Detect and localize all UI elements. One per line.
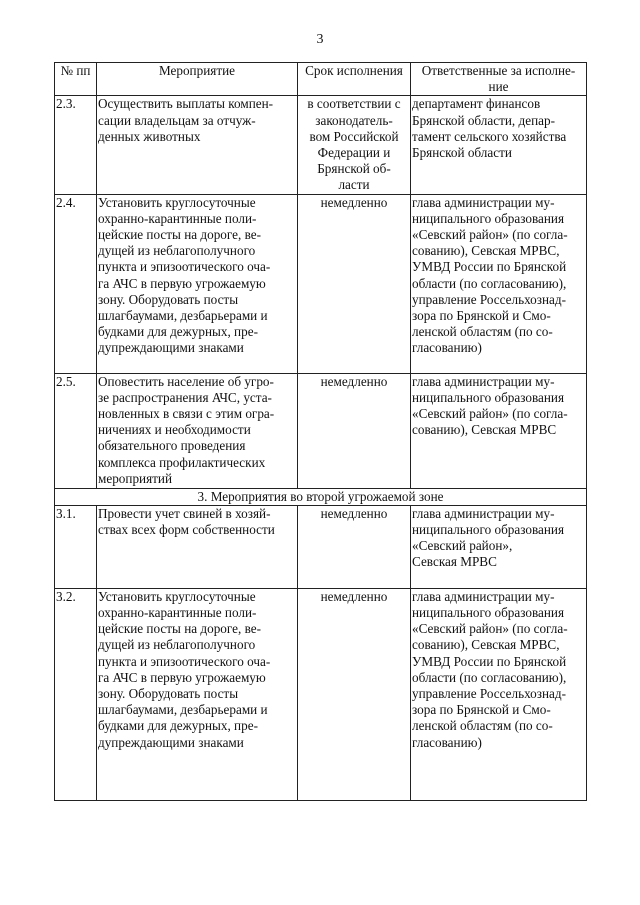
responsible-cell-line: «Севский район» (по согла- — [412, 406, 568, 422]
table-header-row — [55, 63, 587, 96]
responsible-cell-line: Севская МРВС — [412, 554, 497, 570]
activity-cell-line: Провести учет свиней в хозяй- — [98, 505, 271, 521]
term-cell-line: законодатель- — [315, 112, 393, 128]
term-cell-line: вом Российской — [309, 128, 399, 144]
activity-cell-line: дупреждающими знаками — [98, 734, 244, 750]
item-number: 2.3. — [55, 96, 97, 194]
activity-cell-line: Осуществить выплаты компен- — [98, 96, 274, 112]
activity-cell — [97, 96, 298, 194]
term-cell-line: немедленно — [320, 588, 388, 604]
responsible-cell-line: УМВД России по Брянской — [412, 653, 567, 669]
responsible-cell-line: сованию), Севская МРВС, — [412, 637, 560, 653]
activity-cell-line: охранно-карантинные поли- — [98, 210, 257, 226]
term-cell — [298, 373, 411, 488]
responsible-cell — [411, 588, 587, 800]
activity-cell-line: цейские посты на дороге, ве- — [98, 621, 261, 637]
term-cell-line: ласти — [338, 177, 370, 193]
term-cell-line: в соответствии с — [307, 96, 401, 112]
responsible-cell — [411, 373, 587, 488]
activity-cell-line: мероприятий — [98, 470, 173, 486]
section-row — [55, 488, 587, 505]
header-responsible-line: ние — [488, 79, 509, 95]
table-row — [55, 194, 587, 373]
responsible-cell — [411, 505, 587, 588]
term-cell — [298, 505, 411, 588]
responsible-cell-line: ниципального образования — [412, 605, 565, 621]
section-title: 3. Мероприятия во второй угрожаемой зоне — [55, 488, 587, 505]
item-number: 2.4. — [55, 194, 97, 373]
activity-cell — [97, 588, 298, 800]
header-num: № пп — [55, 63, 97, 96]
item-number: 3.1. — [55, 505, 97, 588]
activity-cell-line: Установить круглосуточные — [98, 588, 256, 604]
term-cell-line: Брянской об- — [317, 161, 391, 177]
table-row — [55, 373, 587, 488]
activity-cell-line: денных животных — [98, 128, 201, 144]
header-responsible-line: Ответственные за исполне- — [421, 63, 576, 78]
responsible-cell-line: глава администрации му- — [412, 588, 555, 604]
responsible-cell-line: ниципального образования — [412, 389, 565, 405]
activity-cell-line: зону. Оборудовать посты — [98, 291, 239, 307]
responsible-cell-line: глава администрации му- — [412, 505, 555, 521]
activity-cell-line: охранно-карантинные поли- — [98, 605, 257, 621]
responsible-cell — [411, 194, 587, 373]
term-cell-line: немедленно — [320, 194, 388, 210]
activity-cell-line: зону. Оборудовать посты — [98, 686, 239, 702]
term-cell — [298, 96, 411, 194]
responsible-cell-line: «Севский район», — [412, 538, 513, 554]
activity-cell — [97, 373, 298, 488]
activity-cell-line: га АЧС в первую угрожаемую — [98, 669, 266, 685]
responsible-cell-line: области (по согласованию), — [412, 669, 567, 685]
responsible-cell-line: тамент сельского хозяйства — [412, 128, 567, 144]
activity-cell-line: шлагбаумами, дезбарьерами и — [98, 702, 268, 718]
item-number: 2.5. — [55, 373, 97, 488]
activity-cell-line: дущей из неблагополучного — [98, 637, 256, 653]
activity-cell-line: новленных в связи с этим огра- — [98, 406, 275, 422]
responsible-cell — [411, 96, 587, 194]
activity-cell — [97, 194, 298, 373]
responsible-cell-line: сованию), Севская МРВС, — [412, 243, 560, 259]
responsible-cell-line: управление Россельхознад- — [412, 291, 566, 307]
term-cell — [298, 194, 411, 373]
activity-cell-line: ничениях и необходимости — [98, 422, 251, 438]
responsible-cell-line: Брянской области, депар- — [412, 112, 555, 128]
responsible-cell-line: «Севский район» (по согла- — [412, 621, 568, 637]
activity-cell-line: пункта и эпизоотического оча- — [98, 653, 271, 669]
activity-cell-line: цейские посты на дороге, ве- — [98, 227, 261, 243]
responsible-cell-line: ниципального образования — [412, 522, 565, 538]
activity-cell-line: Оповестить население об угро- — [98, 373, 274, 389]
header-term: Срок исполнения — [298, 63, 411, 96]
term-cell-line: Федерации и — [317, 145, 391, 161]
activity-cell-line: будками для дежурных, пре- — [98, 718, 258, 734]
activity-cell-line: Установить круглосуточные — [98, 194, 256, 210]
responsible-cell-line: зора по Брянской и Смо- — [412, 702, 551, 718]
responsible-cell-line: области (по согласованию), — [412, 275, 567, 291]
item-number: 3.2. — [55, 588, 97, 800]
responsible-cell-line: ленской областям (по со- — [412, 718, 553, 734]
responsible-cell-line: гласованию) — [412, 340, 482, 356]
activity-cell — [97, 505, 298, 588]
responsible-cell-line: департамент финансов — [412, 96, 541, 112]
table-row — [55, 505, 587, 588]
responsible-cell-line: глава администрации му- — [412, 194, 555, 210]
responsible-cell-line: гласованию) — [412, 734, 482, 750]
responsible-cell-line: Брянской области — [412, 145, 512, 161]
header-responsible — [411, 63, 587, 96]
measures-table — [54, 62, 587, 801]
activity-cell-line: га АЧС в первую угрожаемую — [98, 275, 266, 291]
responsible-cell-line: зора по Брянской и Смо- — [412, 308, 551, 324]
table-row — [55, 588, 587, 800]
activity-cell-line: обязательного проведения — [98, 438, 246, 454]
activity-cell-line: зе распространения АЧС, уста- — [98, 389, 272, 405]
header-activity: Мероприятие — [97, 63, 298, 96]
responsible-cell-line: «Севский район» (по согла- — [412, 227, 568, 243]
activity-cell-line: ствах всех форм собственности — [98, 522, 275, 538]
activity-cell-line: будками для дежурных, пре- — [98, 324, 258, 340]
activity-cell-line: дущей из неблагополучного — [98, 243, 256, 259]
term-cell-line: немедленно — [320, 373, 388, 389]
responsible-cell-line: ниципального образования — [412, 210, 565, 226]
activity-cell-line: пункта и эпизоотического оча- — [98, 259, 271, 275]
responsible-cell-line: управление Россельхознад- — [412, 686, 566, 702]
term-cell — [298, 588, 411, 800]
page-number: 3 — [316, 32, 324, 47]
responsible-cell-line: УМВД России по Брянской — [412, 259, 567, 275]
responsible-cell-line: ленской областям (по со- — [412, 324, 553, 340]
responsible-cell-line: сованию), Севская МРВС — [412, 422, 557, 438]
table-row — [55, 96, 587, 194]
responsible-cell-line: глава администрации му- — [412, 373, 555, 389]
activity-cell-line: комплекса профилактических — [98, 454, 266, 470]
term-cell-line: немедленно — [320, 505, 388, 521]
activity-cell-line: дупреждающими знаками — [98, 340, 244, 356]
activity-cell-line: шлагбаумами, дезбарьерами и — [98, 308, 268, 324]
activity-cell-line: сации владельцам за отчуж- — [98, 112, 256, 128]
